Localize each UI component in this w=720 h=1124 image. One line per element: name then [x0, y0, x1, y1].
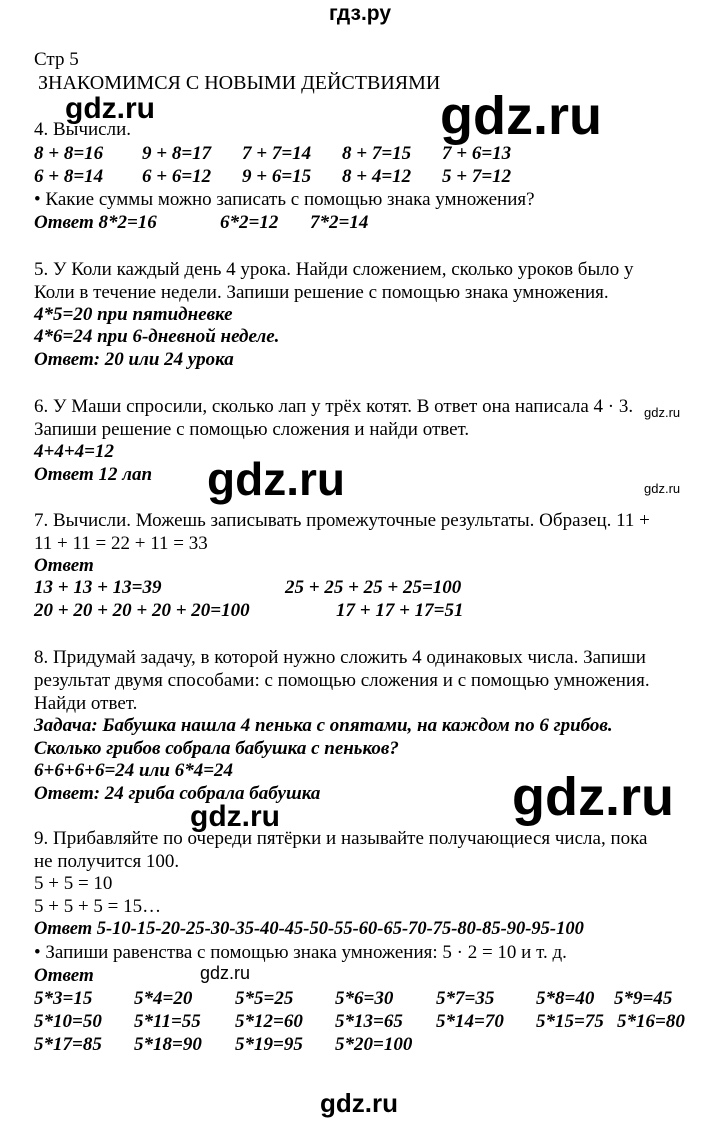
equation: 5*18=90 — [134, 1034, 202, 1055]
equation: 5*10=50 — [34, 1011, 102, 1032]
site-header: гдз.ру — [328, 2, 392, 25]
task4-title: 4. Вычисли. — [34, 119, 131, 140]
task7-text: 11 + 11 = 22 + 11 = 33 — [34, 533, 208, 554]
equation: 17 + 17 + 17=51 — [336, 600, 464, 621]
task5-solution: 4*5=20 при пятидневке — [34, 304, 233, 325]
equation: 5*13=65 — [335, 1011, 403, 1032]
task5-solution: 4*6=24 при 6-дневной неделе. — [34, 326, 280, 347]
equation: 5*20=100 — [335, 1034, 413, 1055]
task9-example: 5 + 5 + 5 = 15… — [34, 896, 162, 917]
task5-text: Коли в течение недели. Запиши решение с помощью знака умножения. — [34, 282, 609, 303]
equation: 7 + 7=14 — [242, 143, 312, 164]
equation: 8 + 4=12 — [342, 166, 412, 187]
watermark: gdz.ru — [65, 92, 155, 125]
task7-answer-label: Ответ — [34, 555, 94, 576]
task6-text: Запиши решение с помощью сложения и найди ответ. — [34, 419, 470, 440]
chapter-title: ЗНАКОМИМСЯ С НОВЫМИ ДЕЙСТВИЯМИ — [38, 72, 441, 94]
task8-text: Найди ответ. — [34, 693, 138, 714]
equation: 5*14=70 — [436, 1011, 504, 1032]
task9-answer-sequence: Ответ 5-10-15-20-25-30-35-40-45-50-55-60-65-70-75-80-85-90-95-100 — [34, 919, 584, 939]
task9-grid-row — [34, 1010, 704, 1033]
task8-text: результат двумя способами: с помощью сложения и с помощью умножения. — [34, 670, 650, 691]
task9-answer-label: Ответ — [34, 965, 94, 986]
task8-answer: Ответ: 24 гриба собрала бабушка — [34, 783, 321, 804]
equation: 8 + 8=16 — [34, 143, 104, 164]
equation: 5*16=80 — [617, 1011, 685, 1032]
task9-text: не получится 100. — [34, 851, 180, 872]
watermark: gdz.ru — [207, 453, 345, 505]
task9-question: • Запиши равенства с помощью знака умножения: 5 · 2 = 10 и т. д. — [34, 942, 567, 963]
watermark: gdz.ru — [512, 767, 674, 827]
watermark: gdz.ru — [200, 963, 251, 983]
task8-text: 8. Придумай задачу, в которой нужно сложить 4 одинаковых числа. Запиши — [34, 647, 646, 668]
equation: 5*9=45 — [614, 988, 673, 1009]
task4-question: • Какие суммы можно записать с помощью знака умножения? — [34, 189, 535, 210]
equation: 5*19=95 — [235, 1034, 303, 1055]
task9-grid-row — [34, 987, 704, 1010]
answer: 6*2=12 — [220, 212, 279, 233]
task9-text: 9. Прибавляйте по очереди пятёрки и называйте получающиеся числа, пока — [34, 828, 648, 849]
equation: 8 + 7=15 — [342, 143, 412, 164]
task8-problem: Сколько грибов собрала бабушка с пеньков? — [34, 738, 399, 759]
equation: 13 + 13 + 13=39 — [34, 577, 162, 598]
task7-text: 7. Вычисли. Можешь записывать промежуточные результаты. Образец. 11 + — [34, 510, 650, 531]
equation: 6 + 8=14 — [34, 166, 104, 187]
task9-grid-row — [34, 1033, 704, 1056]
watermark: gdz.ru — [190, 800, 280, 833]
equation: 25 + 25 + 25 + 25=100 — [285, 577, 462, 598]
equation: 5*15=75 — [536, 1011, 604, 1032]
task9-example: 5 + 5 = 10 — [34, 873, 113, 894]
task6-text: 6. У Маши спросили, сколько лап у трёх котят. В ответ она написала 4 · 3. — [34, 396, 634, 417]
equation: 9 + 8=17 — [142, 143, 212, 164]
answer: Ответ 8*2=16 — [34, 212, 157, 233]
task5-answer: Ответ: 20 или 24 урока — [34, 349, 234, 370]
equation: 5*6=30 — [335, 988, 394, 1009]
equation: 9 + 6=15 — [242, 166, 312, 187]
equation: 5*12=60 — [235, 1011, 303, 1032]
task5-text: 5. У Коли каждый день 4 урока. Найди сложением, сколько уроков было у — [34, 259, 634, 280]
task6-answer: Ответ 12 лап — [34, 464, 153, 485]
task6-solution: 4+4+4=12 — [34, 441, 114, 462]
watermark: gdz.ru — [644, 481, 681, 496]
page-label: Стр 5 — [34, 49, 79, 70]
equation: 5*17=85 — [34, 1034, 102, 1055]
task8-problem: Задача: Бабушка нашла 4 пенька с опятами, на каждом по 6 грибов. — [34, 715, 613, 736]
equation: 5*3=15 — [34, 988, 93, 1009]
equation: 5 + 7=12 — [442, 166, 512, 187]
task8-solution: 6+6+6+6=24 или 6*4=24 — [34, 760, 234, 781]
task4-row2 — [34, 165, 594, 188]
equation: 5*8=40 — [536, 988, 595, 1009]
equation: 5*7=35 — [436, 988, 495, 1009]
watermark: gdz.ru — [440, 86, 602, 146]
task4-answer — [34, 211, 434, 234]
watermark: gdz.ru — [320, 1088, 398, 1118]
equation: 5*11=55 — [134, 1011, 201, 1032]
watermark: gdz.ru — [644, 405, 681, 420]
equation: 7 + 6=13 — [442, 143, 512, 164]
equation: 5*4=20 — [134, 988, 193, 1009]
equation: 20 + 20 + 20 + 20 + 20=100 — [34, 600, 250, 621]
task4-row1 — [34, 142, 594, 165]
equation: 6 + 6=12 — [142, 166, 212, 187]
answer: 7*2=14 — [310, 212, 369, 233]
equation: 5*5=25 — [235, 988, 294, 1009]
